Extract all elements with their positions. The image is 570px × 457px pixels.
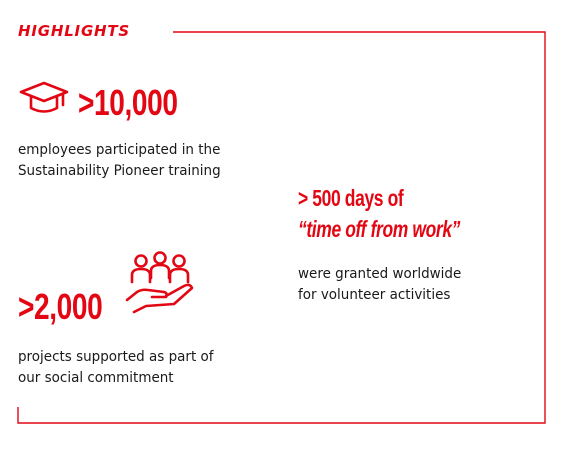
projects-stat-description xyxy=(18,347,228,389)
employees-stat-description xyxy=(18,140,236,182)
employees-stat-value: >10,000 xyxy=(78,82,178,123)
projects-stat-value: >2,000 xyxy=(18,286,103,327)
days-desc-line1: were granted worldwide xyxy=(298,266,462,282)
people-in-hand-icon xyxy=(124,248,198,318)
days-stat-value-line2: “time off from work” xyxy=(298,216,461,242)
days-desc-line2: for volunteer activities xyxy=(298,287,451,303)
employees-desc-line1: employees participated in the xyxy=(18,142,221,158)
projects-desc-line1: projects supported as part of xyxy=(18,349,214,365)
graduation-cap-icon xyxy=(18,80,70,118)
days-stat-value-line1: > 500 days of xyxy=(298,185,404,211)
projects-desc-line2: our social commitment xyxy=(18,370,174,386)
highlights-heading: HIGHLIGHTS xyxy=(18,22,131,40)
employees-desc-line2: Sustainability Pioneer training xyxy=(18,163,221,179)
days-stat-description xyxy=(298,264,474,306)
